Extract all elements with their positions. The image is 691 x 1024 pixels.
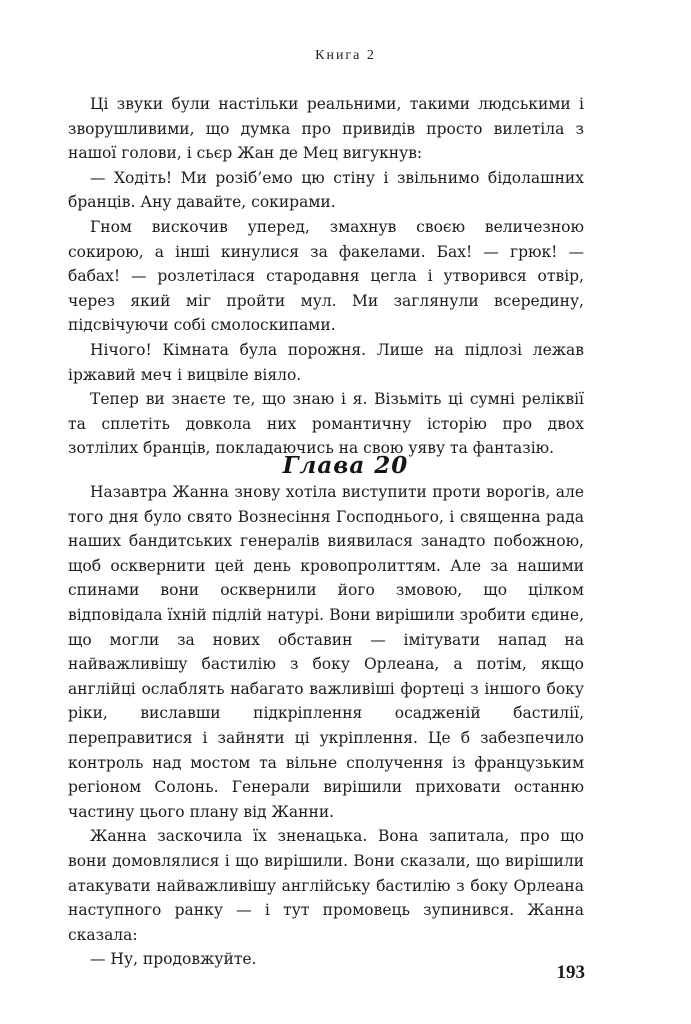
paragraph: Нічого! Кімната була порожня. Лише на підлозі лежав іржавий меч і вицвіле віяло. bbox=[68, 340, 584, 384]
paragraph: Тепер ви знаєте те, що знаю і я. Візьміть ці сумні реліквії та сплетіть довкола них романтичну історію про двох зотлілих бранців, покладаючись на свою уяву та фантазію. bbox=[68, 390, 584, 458]
paragraph: Гном вискочив уперед, змахнув своєю величезною сокирою, а інші кинулися за факелами. Бах! — грюк! — бабах! — розлетілася стародавня цегла і утворився отвір, через який міг пройти мул. Ми заглянули всередину, підсвічуючи собі смолоскипами. bbox=[68, 217, 584, 335]
text-block-chapter-body bbox=[68, 480, 584, 972]
chapter-title: Глава 20 bbox=[282, 452, 409, 479]
paragraph: — Ну, продовжуйте. bbox=[90, 950, 257, 969]
paragraph: Ці звуки були настільки реальними, такими людськими і зворушливими, що думка про привидів просто вилетіла з нашої голови, і сьєр Жан де Мец вигукнув: bbox=[68, 95, 584, 163]
page-number: 193 bbox=[556, 962, 585, 983]
paragraph: Назавтра Жанна знову хотіла виступити проти ворогів, але того дня було свято Вознесіння Господнього, і священна рада наших бандитських генералів виявилася занадто побожною, щоб осквернити цей день кровопролиттям. Але за нашими спинами вони осквернили його змовою, що цілком відповідала їхній підлій натурі. Вони вирішили зробити єдине, що могли за нових обставин — імітувати напад на найважливішу бастилію з боку Орлеана, а потім, якщо англійці ослаблять набагато важливіші фортеці з іншого боку ріки, виславши підкріплення осадженій бастилії, переправитися і зайняти ці укріплення. Це б забезпечило контроль над мостом та вільне сполучення із французьким регіоном Солонь. Генерали вирішили приховати останню частину цього плану від Жанни. bbox=[68, 483, 584, 821]
text-block-before-chapter bbox=[68, 92, 584, 461]
running-head: Книга 2 bbox=[315, 48, 376, 63]
paragraph: Жанна заскочила їх зненацька. Вона запитала, про що вони домовлялися і що вирішили. Вони сказали, що вирішили атакувати найважливішу англійську бастилію з боку Орлеана наступного ранку — і тут промовець зупинився. Жанна сказала: bbox=[68, 827, 584, 944]
paragraph: — Ходіть! Ми розіб’емо цю стіну і звільнимо бідолашних бранців. Ану давайте, сокирами. bbox=[68, 168, 584, 212]
